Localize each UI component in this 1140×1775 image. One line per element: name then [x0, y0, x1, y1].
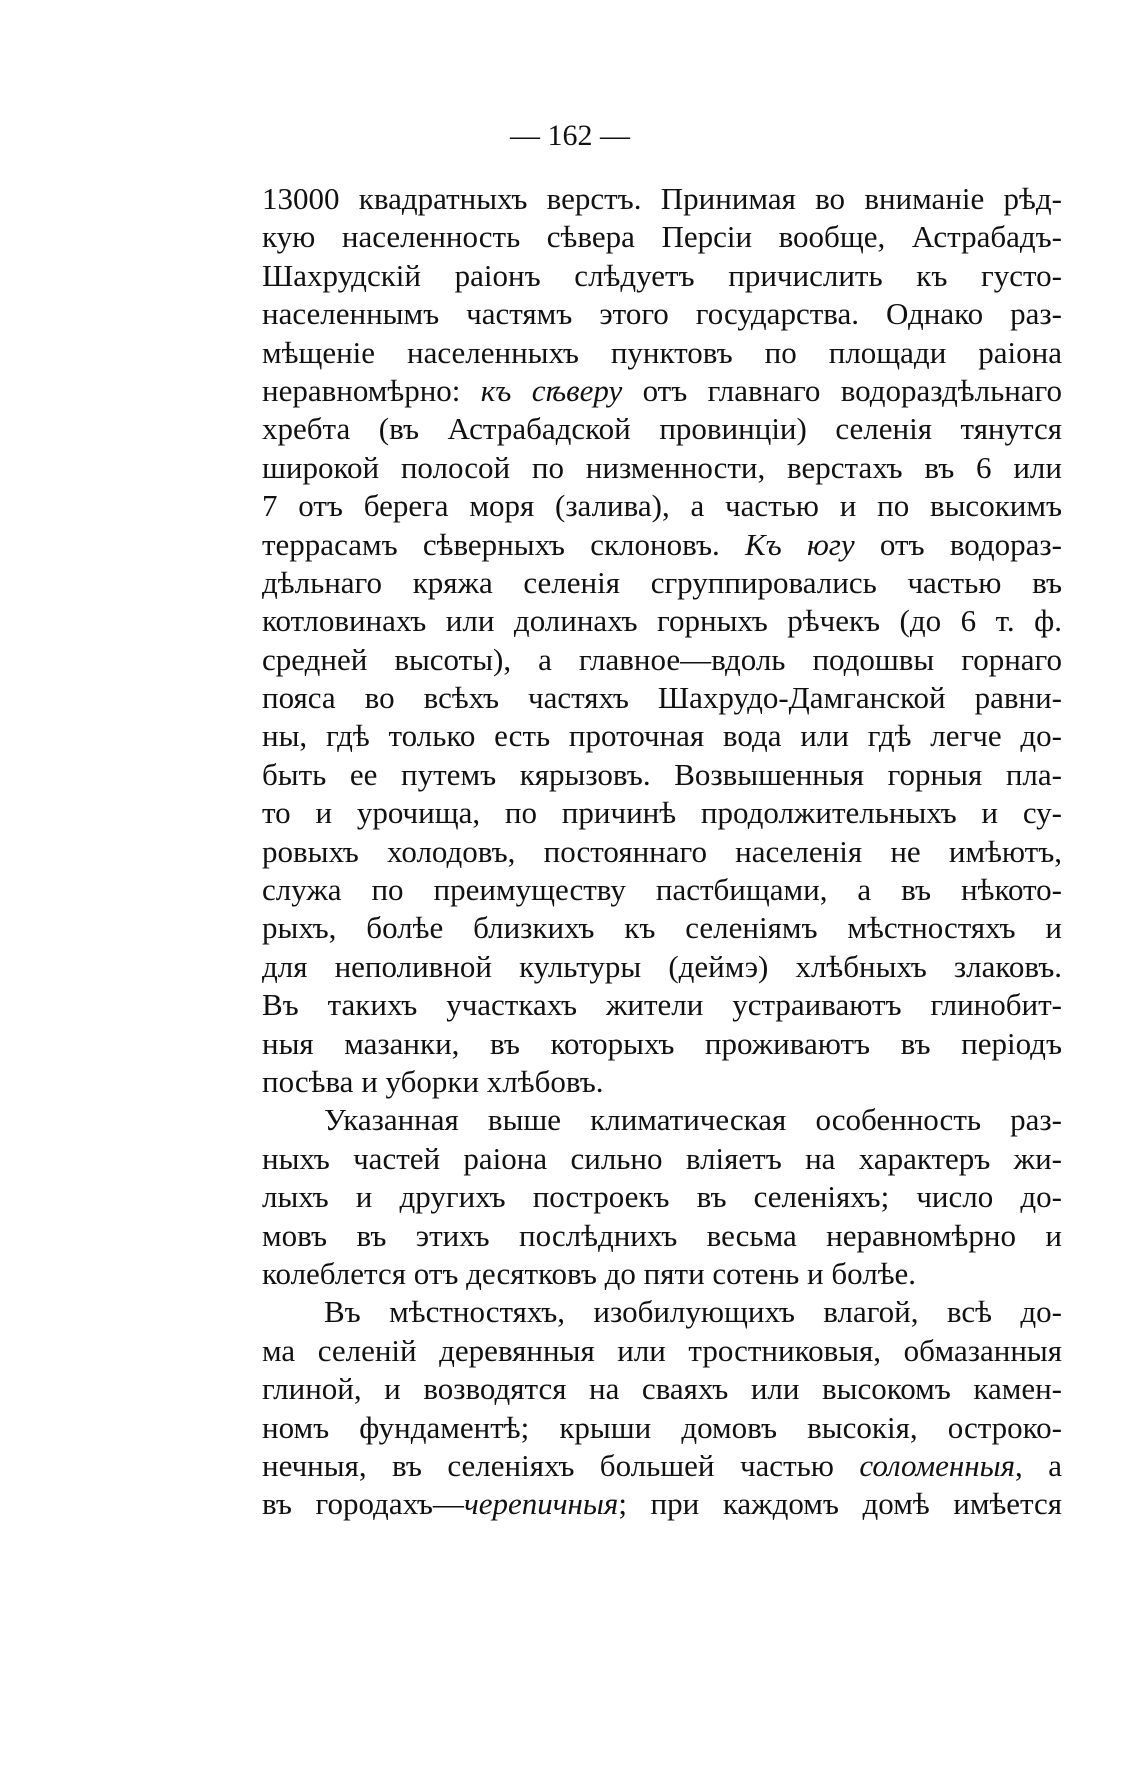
text-line: кую населенность сѣвера Персіи вообще, Астрабадъ-: [262, 219, 1062, 255]
text-line: ны, гдѣ только есть проточная вода или гдѣ легче до-: [262, 718, 1062, 754]
italic-phrase: Къ югу: [745, 526, 855, 562]
body-text: [262, 180, 1062, 1524]
text-line: мовъ въ этихъ послѣднихъ весьма неравномѣрно и: [262, 1217, 1062, 1253]
text-line: нечныя, въ селеніяхъ большей частью соломенныя, а: [262, 1447, 1062, 1483]
text-line: 7 отъ берега моря (залива), а частью и по высокимъ: [262, 488, 1062, 524]
text-line: глиной, и возводятся на сваяхъ или высокомъ камен-: [262, 1371, 1062, 1407]
text-line: котловинахъ или долинахъ горныхъ рѣчекъ (до 6 т. ф.: [262, 603, 1062, 639]
text-line: пояса во всѣхъ частяхъ Шахрудо-Дамганской равни-: [262, 680, 1062, 716]
text-line: Въ такихъ участкахъ жители устраиваютъ глинобит-: [262, 987, 1062, 1023]
paragraph-1: [262, 180, 1062, 1101]
text-line: дѣльнаго кряжа селенія сгруппировались частью въ: [262, 564, 1062, 600]
text-line: то и урочища, по причинѣ продолжительныхъ и су-: [262, 795, 1062, 831]
page-number: — 162 —: [510, 119, 630, 152]
text-line: ныя мазанки, въ которыхъ проживаютъ въ періодъ: [262, 1025, 1062, 1061]
text-line: населеннымъ частямъ этого государства. Однако раз-: [262, 296, 1062, 332]
text-line: широкой полосой по низменности, верстахъ въ 6 или: [262, 449, 1062, 485]
text-line: Шахрудскій раіонъ слѣдуетъ причислить къ густо-: [262, 257, 1062, 293]
paragraph-3: [262, 1293, 1062, 1523]
text-line: ма селеній деревянныя или тростниковыя, обмазанныя: [262, 1332, 1062, 1368]
text-line: ныхъ частей раіона сильно вліяетъ на характеръ жи-: [262, 1140, 1062, 1176]
text-line: служа по преимуществу пастбищами, а въ нѣкото-: [262, 872, 1062, 908]
text-line: рыхъ, болѣе близкихъ къ селеніямъ мѣстностяхъ и: [262, 910, 1062, 946]
text-line: неравномѣрно: къ сѣверу отъ главнаго водораздѣльнаго: [262, 372, 1062, 408]
text-line: хребта (въ Астрабадской провинціи) селенія тянутся: [262, 411, 1062, 447]
text-line: номъ фундаментѣ; крыши домовъ высокія, остроко-: [262, 1409, 1062, 1445]
text-line: быть ее путемъ кярызовъ. Возвышенныя горныя пла-: [262, 756, 1062, 792]
text-line: мѣщеніе населенныхъ пунктовъ по площади раіона: [262, 334, 1062, 370]
text-line: Указанная выше климатическая особенность раз-: [324, 1102, 1062, 1138]
text-line: колеблется отъ десятковъ до пяти сотень и болѣе.: [262, 1255, 917, 1291]
text-line: лыхъ и другихъ построекъ въ селеніяхъ; число до-: [262, 1179, 1062, 1215]
text-line: ровыхъ холодовъ, постояннаго населенія не имѣютъ,: [262, 833, 1062, 869]
text-line: террасамъ сѣверныхъ склоновъ. Къ югу отъ водораз-: [262, 526, 1062, 562]
text-line: посѣва и уборки хлѣбовъ.: [262, 1063, 604, 1099]
text-line: Въ мѣстностяхъ, изобилующихъ влагой, всѣ до-: [324, 1294, 1062, 1330]
text-line: 13000 квадратныхъ верстъ. Принимая во вниманіе рѣд-: [262, 181, 1062, 216]
italic-phrase: черепичныя: [463, 1486, 619, 1522]
italic-phrase: къ сѣверу: [480, 372, 623, 408]
text-line: для неполивной культуры (деймэ) хлѣбныхъ злаковъ.: [262, 948, 1062, 984]
text-line: въ городахъ—черепичныя; при каждомъ домѣ имѣется: [262, 1486, 1062, 1522]
italic-phrase: соломенныя: [859, 1447, 1016, 1483]
paragraph-2: [262, 1101, 1062, 1293]
text-line: средней высоты), а главное—вдоль подошвы горнаго: [262, 641, 1062, 677]
